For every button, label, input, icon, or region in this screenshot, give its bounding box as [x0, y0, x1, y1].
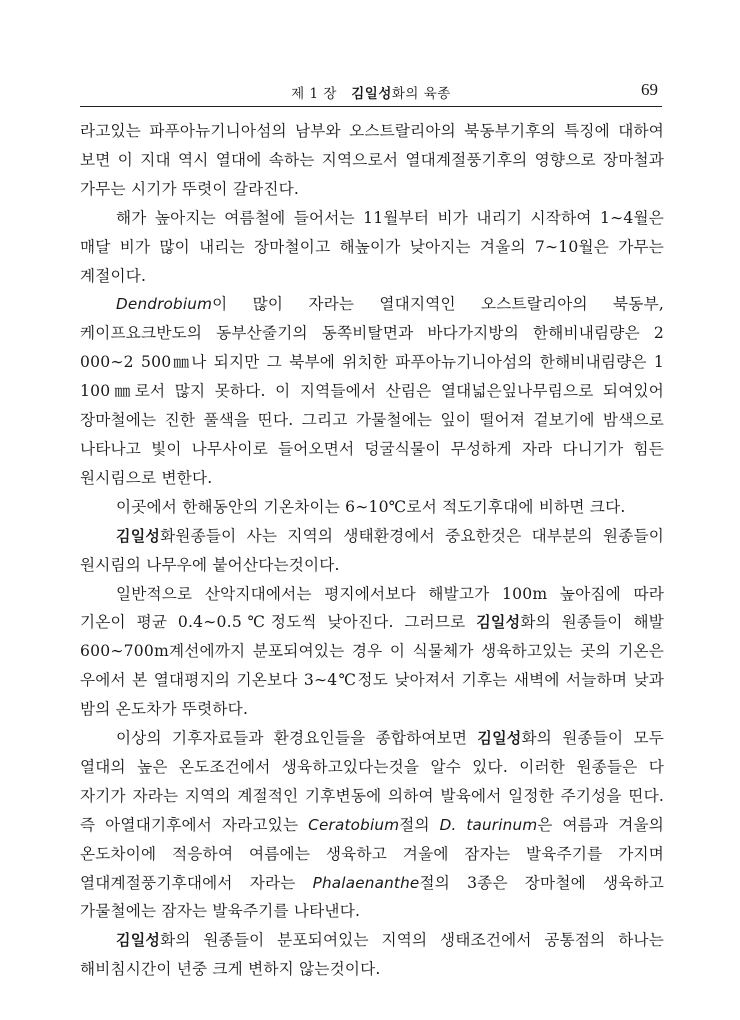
- chapter-number: 제 1 장: [291, 86, 337, 102]
- italic-term: D. taurinum: [439, 815, 538, 834]
- bold-term: 김일성: [476, 613, 521, 632]
- italic-term: Phalaenanthe: [312, 873, 420, 892]
- text-run: 화의 원종들이 해발 600∼700m계선에까지 분포되여있는 경우 이 식물체가 생육하고있는 곳의 기온은 우에서 본 열대평지의 기온보다 3∼4℃정도 낮아져서 기후는 새벽에 서늘하며 낮과 밤의 온도차가 뚜렷하다.: [80, 613, 664, 719]
- chapter-title: [80, 82, 662, 102]
- text-run: 화의 원종들이 모두 열대의 높은 온도조건에서 생육하고있다는것을 알수 있다. 이러한 원종들은 다 자기가 자라는 지역의 계절적인 기후변동에 의하여 발육에서 일정한 주기성을 띤다. 즉 아열대기후에서 자라고있는: [80, 729, 664, 834]
- text-run: 화의 원종들이 분포되여있는 지역의 생태조건에서 공통점의 하나는 해비침시간이 년중 크게 변하지 않는것이다.: [80, 931, 664, 979]
- bold-term: 김일성: [116, 526, 161, 545]
- italic-term: Dendrobium: [116, 295, 213, 314]
- text-run: 절의 3종은 장마철에 생육하고 가물철에는 잠자는 발육주기를 나타낸다.: [80, 873, 664, 921]
- text-run: 은 여름과 겨울의 온도차이에 적응하여 여름에는 생육하고 겨울에 잠자는 발육주기를 가지며 열대계절풍기후대에서 자라는: [80, 815, 664, 892]
- header-rule: [80, 106, 662, 107]
- paragraph: [80, 724, 664, 926]
- paragraph: [80, 290, 664, 492]
- paragraph: [80, 926, 664, 984]
- text-run: 라고있는 파푸아뉴기니아섬의 남부와 오스트랄리아의 북동부기후의 특징에 대하여 보면 이 지대 역시 열대에 속하는 지역으로서 열대계절풍기후의 영향으로 장마철과 가무는 시기가 뚜렷이 갈라진다.: [80, 122, 664, 198]
- paragraph: [80, 204, 664, 291]
- bold-term: 김일성: [116, 931, 161, 950]
- page-number: 69: [641, 80, 658, 99]
- text-run: 일반적으로 산악지대에서는 평지에서보다 해발고가 100m 높아짐에 따라 기온이 평균 0.4∼0.5℃정도씩 낮아진다. 그러므로: [80, 584, 664, 632]
- body-text: [80, 117, 664, 984]
- paragraph: [80, 580, 664, 725]
- text-run: 절의: [399, 815, 440, 834]
- text-run: 이 많이 자라는 열대지역인 오스트랄리아의 북동부, 케이프요크반도의 동부산줄기의 동쪽비탈면과 바다가지방의 한해비내림량은 2 000∼2 500㎜나 되지만 그 북부에 위치한 파푸아뉴기니아섬의 한해비내림량은 1 100㎜로서 많지 못하다. 이 지역들에서 산림은 열대넓은잎나무림으로 되여있어 장마철에는 진한 풀색을 띤다. 그리고 가물철에는 잎이 떨어져 겉보기에 밤색으로 나타나고 빛이 나무사이로 들어오면서 덩굴식물이 무성하게 자라 다니기가 힘든 원시림으로 변한다.: [80, 295, 664, 487]
- running-header: [80, 80, 662, 106]
- paragraph: [80, 117, 664, 204]
- text-run: 이곳에서 한해동안의 기온차이는 6∼10℃로서 적도기후대에 비하면 크다.: [116, 497, 626, 516]
- paragraph: [80, 493, 664, 522]
- chapter-title-rest: 화의 육종: [391, 86, 451, 102]
- text-run: 화원종들이 사는 지역의 생태환경에서 중요한것은 대부분의 원종들이 원시림의 나무우에 붙어산다는것이다.: [80, 526, 664, 574]
- italic-term: Ceratobium: [308, 815, 400, 834]
- bold-term: 김일성: [477, 729, 522, 748]
- text-run: 이상의 기후자료들과 환경요인들을 종합하여보면: [116, 729, 478, 748]
- text-run: 해가 높아지는 여름철에 들어서는 11월부터 비가 내리기 시작하여 1∼4월은 매달 비가 많이 내리는 장마철이고 해높이가 낮아지는 겨울의 7∼10월은 가무는 계절이다.: [80, 208, 664, 285]
- chapter-title-bold: 김일성: [351, 86, 392, 102]
- paragraph: [80, 522, 664, 580]
